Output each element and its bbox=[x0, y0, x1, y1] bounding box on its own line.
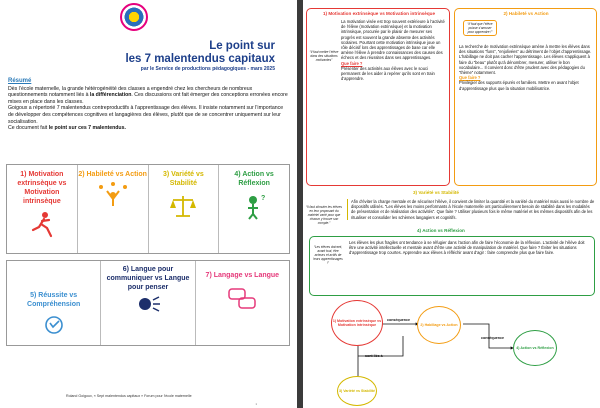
resume-section bbox=[8, 78, 288, 132]
section-2-text: La recherche de motivation extrinsèque amène à mettre les élèves dans des situations “funs”, “enjolivées” au détriment de l’objet d’apprentissage. L’habillage ne doit pas cacher l’apprentissage. Les élèves s’appliquent à faire du “beau” plutôt qu’à dénombrer, mesurer, utiliser le bon vocabulaire... Il convient donc d’être prudent avec des pédagogies du “thème” notamment. Que faire ? Privilégier des supports épurés et familiers. Mettre en avant l’objet d’apprentissage plus que la situation mobilisatrice. bbox=[459, 44, 592, 91]
card-2: 2) Habileté vs Action bbox=[78, 165, 149, 253]
section-4-quote: “Les élèves doivent, avant tout, être acteurs et actifs de leurs apprentissages !” bbox=[313, 245, 343, 265]
page-title bbox=[125, 40, 275, 73]
card-1: 1) Motivation extrinsèque vs Motivation intrinsèque bbox=[7, 165, 78, 253]
subtitle: par le Service de productions pédagogiques - mars 2025 bbox=[140, 66, 275, 72]
card-6: 6) Langue pour communiquer vs Langue pour penser bbox=[101, 261, 195, 345]
section-2-quote: “Il faut que l’élève puisse s’amuser pour apprendre !” bbox=[463, 20, 497, 36]
title-line-1: Le point sur bbox=[209, 40, 275, 52]
page-number: 1 bbox=[255, 402, 257, 406]
title-line-2: les 7 malentendus capitaux bbox=[125, 53, 275, 65]
runner-icon bbox=[27, 210, 57, 238]
chat-icon bbox=[227, 286, 257, 312]
section-1-text: La motivation visée est trop souvent extérieure à l’activité de l’élève (motivation extrinsèque) et la motivation intrinsèque, procurée par le plaisir de mesurer ses progrès est souvent la grande absente des activités scolaires. Pourtant cette motivation intrinsèque joue un rôle décisif lors des apprentissages de base car elle amène l’élève à prendre connaissances des causes des échecs et des réussites dans ses apprentissages. Que faire ? Présenter des activités aux élèves avec le souci permanent de les aider à repérer qu’ils sont en train d’apprendre. bbox=[341, 19, 445, 82]
section-1-quote: “Il faut mettre l’élève dans des situations motivantes” bbox=[309, 50, 339, 62]
diagram-label-3: sont liés à bbox=[365, 354, 383, 358]
diagram-node-1: 1) Motivation extrinsèque vs Motivation intrinsèque bbox=[331, 300, 383, 346]
footer: Roland Goigoux, « Sept malentendus capitaux » Forum pour l’école maternelle bbox=[66, 394, 192, 398]
malentendus-row-2 bbox=[6, 260, 290, 346]
balance-icon bbox=[168, 192, 198, 220]
speaking-icon bbox=[133, 294, 163, 320]
juggler-icon bbox=[93, 181, 133, 209]
card-5: 5) Réussite vs Compréhension bbox=[7, 261, 101, 345]
section-3-header: 3) Variété vs Stabilité bbox=[413, 190, 459, 195]
thinking-icon bbox=[239, 192, 269, 220]
card-7: 7) Langage vs Langue bbox=[196, 261, 289, 345]
resume-p1: Dès l’école maternelle, la grande hétérogénéité des classes a engendré chez les chercheurs de nombreux questionnements notamment liés à la différenciation. Ces discussions ont fait émerger des conceptions erronées encore mises en place dans les classes. bbox=[8, 85, 288, 105]
malentendus-row-1 bbox=[6, 164, 290, 254]
diagram-label-2: conséquence bbox=[481, 336, 504, 340]
resume-p3: Ce document fait le point sur ces 7 malentendus. bbox=[8, 125, 126, 132]
section-4-text: Les élèves les plus fragiles ont tendance à se réfugier dans l’action afin de faire l’économie de la réflexion. L’activité de l’élève doit être une activité intellectuelle et mentale avant d’être une activité de manipulation de matériel. Que faire ? Éviter les situations d’apprentissage trop courtes. Apprendre aux élèves à réfléchir avant d’agir : faire comprendre plus que faire faire. bbox=[349, 240, 585, 256]
section-4-header: 4) Action vs Réflexion bbox=[417, 228, 465, 233]
card-4: 4) Action vs Réflexion ? bbox=[219, 165, 289, 253]
resume-heading: Résumé bbox=[8, 78, 32, 84]
page-2 bbox=[303, 0, 600, 408]
diagram-node-4: 4) Action vs Réflexion bbox=[513, 330, 557, 366]
resume-p2: Goigoux a répertorié 7 malentendus contreproductifs à l’apprentissage des élèves. Il insiste notamment sur l’importance de développer des compétences cognitives et langagières des élèves, plutôt que de se concentrer uniquement sur leur socialisation. bbox=[8, 105, 284, 125]
logo-icon bbox=[120, 3, 148, 31]
section-1-header: 1) Motivation extrinsèque vs Motivation intrinsèque bbox=[322, 11, 436, 16]
section-2-header: 2) Habileté vs Action bbox=[503, 11, 549, 16]
section-3-quote: “Il faut stimuler les élèves en leur proposant du matériel varié pour que chacun y trouve son compte.” bbox=[306, 205, 342, 225]
head-icon bbox=[39, 315, 69, 337]
page-1 bbox=[0, 0, 297, 408]
card-3: 3) Variété vs Stabilité bbox=[149, 165, 220, 253]
diagram-node-2: 2) Habillage vs Action bbox=[417, 306, 461, 344]
section-3-text: Afin d’éviter la charge mentale et de sécuriser l’élève, il convient de limiter la quantité et la variété du matériel mais aussi le nombre de dispositifs utilisés. “Les élèves les moins performants à l’école maternelle ont particulièrement besoin de stabilité dans les modalités de présentation et de réalisation des activités”. Que faire ? Utiliser plusieurs fois le même matériel et les mêmes dispositifs afin de les ritualiser et consolider les schèmes langagiers et cognitifs. bbox=[347, 199, 595, 220]
diagram-label-1: conséquence bbox=[387, 318, 410, 322]
svg-text:?: ? bbox=[261, 195, 266, 202]
diagram-node-3: 3) Variété vs Stabilité bbox=[337, 376, 377, 406]
